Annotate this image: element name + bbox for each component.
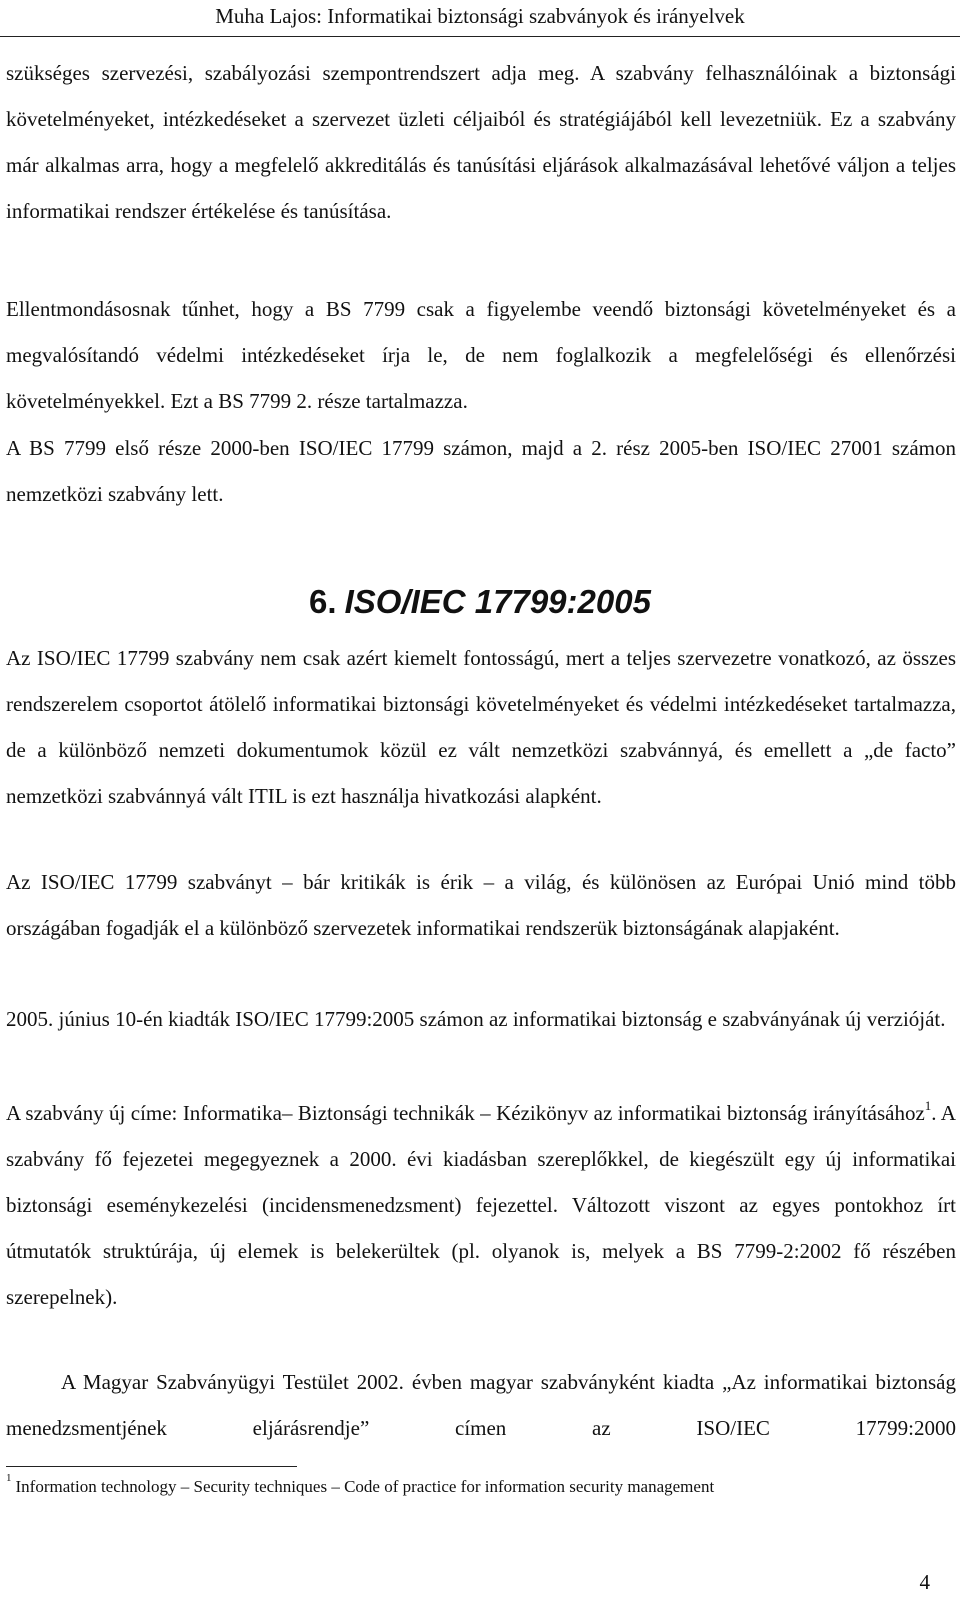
new-title-continuation: . A szabvány fő fejezetei megegyeznek a 2000. évi kiadásban szereplőkkel, de kiegészült egy új informatikai biztonsági eseménykezelési (incidensmenedzsment) fejezettel. Változott viszont az egyes pontokhoz írt útmutatók struktúrája, új elemek is belekerültek (pl. olyanok is, melyek a BS 7799-2:2002 fő részében szerepelnek). xyxy=(6,1101,956,1309)
paragraph-iso17799-adoption: Az ISO/IEC 17799 szabványt – bár kritikák is érik – a világ, és különösen az Európai Unió mind több országában fogadják el a különböző szervezetek informatikai rendszerük biztonságának alapjaként. xyxy=(6,870,956,940)
paragraph-bs7799-contradiction: Ellentmondásosnak tűnhet, hogy a BS 7799 csak a figyelembe veendő biztonsági követelményeket és a megvalósítandó védelmi intézkedéseket írja le, de nem foglalkozik a megfelelőségi és ellenőrzési követelményekkel. Ezt a BS 7799 2. része tartalmazza. xyxy=(6,297,956,413)
footnote-marker: 1 xyxy=(6,1472,12,1485)
page-number: 4 xyxy=(919,1570,930,1594)
section-title: ISO/IEC 17799:2005 xyxy=(344,583,651,620)
paragraph-standard-purpose: szükséges szervezési, szabályozási szempontrendszert adja meg. A szabvány felhasználóinak a biztonsági követelményeket, intézkedéseket a szervezet üzleti céljaiból és stratégiájából kell levezetniük. Ez a szabvány már alkalmas arra, hogy a megfelelő akkreditálás és tanúsítási eljárások alkalmazásával lehetővé váljon a teljes informatikai rendszer értékelése és tanúsítása. xyxy=(6,61,956,223)
header-divider xyxy=(0,36,960,37)
paragraph-bs7799-history: A BS 7799 első része 2000-ben ISO/IEC 17799 számon, majd a 2. rész 2005-ben ISO/IEC 27001 számon nemzetközi szabvány lett. xyxy=(6,436,956,506)
paragraph-iso17799-importance: Az ISO/IEC 17799 szabvány nem csak azért kiemelt fontosságú, mert a teljes szervezetre vonatkozó, az összes rendszerelem csoportot átölelő informatikai biztonsági követelményeket és védelmi intézkedéseket tartalmazza, de a különböző nemzeti dokumentumok közül ez vált nemzetközi szabvánnyá, és emellett a „de facto” nemzetközi szabvánnyá vált ITIL is ezt használja hivatkozási alapként. xyxy=(6,646,956,808)
footnote-reference[interactable]: 1 xyxy=(924,1098,932,1113)
paragraph-mszt-publication: A Magyar Szabványügyi Testület 2002. évben magyar szabványként kiadta „Az informatikai biztonság menedzsmentjének eljárásrendje” címen az ISO/IEC 17799:2000 xyxy=(6,1370,956,1440)
section-number: 6. xyxy=(309,583,337,620)
footnote xyxy=(6,1474,956,1500)
paragraph-new-title xyxy=(6,1090,956,1320)
paragraph-2005-release: 2005. június 10-én kiadták ISO/IEC 17799:2005 számon az informatikai biztonság e szabványának új verzióját. xyxy=(6,1007,946,1031)
footnote-text: Information technology – Security techniques – Code of practice for information security management xyxy=(15,1477,715,1496)
section-heading xyxy=(0,582,960,622)
running-header: Muha Lajos: Informatikai biztonsági szabványok és irányelvek xyxy=(215,4,745,28)
footnote-divider xyxy=(6,1466,297,1467)
new-title-text: A szabvány új címe: Informatika– Biztonsági technikák – Kézikönyv az informatikai biztonság irányításához xyxy=(6,1101,925,1125)
